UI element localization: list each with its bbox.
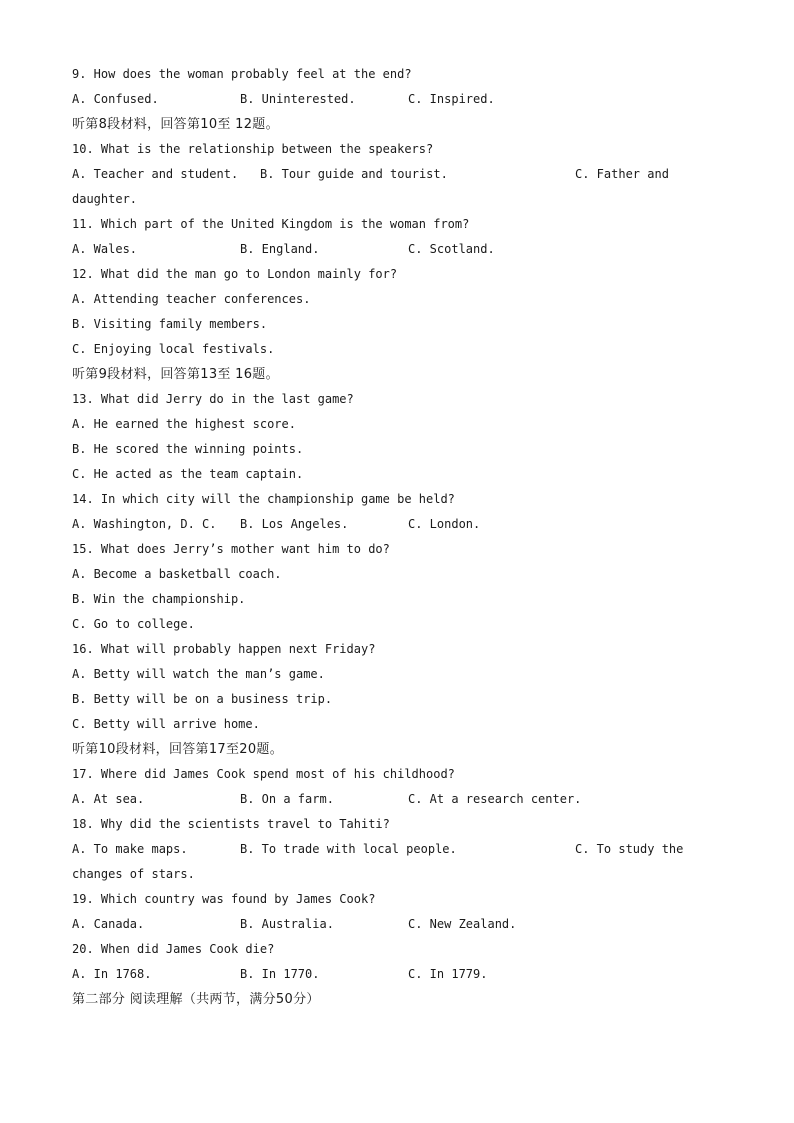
question-9: 9. How does the woman probably feel at the end? [72,67,412,81]
options-17 [72,789,722,814]
question-list [72,64,722,1014]
option-9b: B. Uninterested. [240,92,356,106]
option-10c: C. Father and [575,167,669,181]
option-10a: A. Teacher and student. [72,167,239,181]
option-14b: B. Los Angeles. [240,517,349,531]
part-two-heading: 第二部分 阅读理解（共两节，满分50分） [72,992,320,1007]
option-12c: C. Enjoying local festivals. [72,342,275,356]
option-9a: A. Confused. [72,92,159,106]
question-13: 13. What did Jerry do in the last game? [72,392,354,406]
option-19a: A. Canada. [72,917,145,931]
section-heading-8: 听第8段材料，回答第10至 12题。 [72,117,279,132]
option-13a: A. He earned the highest score. [72,417,296,431]
option-11b: B. England. [240,242,320,256]
option-18a: A. To make maps. [72,842,188,856]
option-17a: A. At sea. [72,792,145,806]
section-heading-10: 听第10段材料，回答第17至20题。 [72,742,284,757]
question-18: 18. Why did the scientists travel to Tahiti? [72,817,390,831]
option-13c: C. He acted as the team captain. [72,467,304,481]
option-15a: A. Become a basketball coach. [72,567,282,581]
option-15c: C. Go to college. [72,617,195,631]
option-20b: B. In 1770. [240,967,320,981]
option-19b: B. Australia. [240,917,334,931]
option-10c-continued: daughter. [72,192,138,206]
option-20a: A. In 1768. [72,967,152,981]
options-19 [72,914,722,939]
question-15: 15. What does Jerry’s mother want him to do? [72,542,390,556]
question-12: 12. What did the man go to London mainly for? [72,267,398,281]
option-18c-continued: changes of stars. [72,867,195,881]
section-heading-9: 听第9段材料，回答第13至 16题。 [72,367,279,382]
option-20c: C. In 1779. [408,967,488,981]
option-12b: B. Visiting family members. [72,317,268,331]
option-11c: C. Scotland. [408,242,495,256]
option-16c: C. Betty will arrive home. [72,717,260,731]
option-9c: C. Inspired. [408,92,495,106]
option-13b: B. He scored the winning points. [72,442,304,456]
option-15b: B. Win the championship. [72,592,246,606]
options-18 [72,839,722,864]
option-17c: C. At a research center. [408,792,582,806]
option-14c: C. London. [408,517,481,531]
options-10 [72,164,722,189]
question-19: 19. Which country was found by James Cook? [72,892,376,906]
option-16a: A. Betty will watch the man’s game. [72,667,325,681]
question-16: 16. What will probably happen next Friday? [72,642,376,656]
options-9 [72,89,722,114]
question-14: 14. In which city will the championship game be held? [72,492,455,506]
option-17b: B. On a farm. [240,792,334,806]
option-14a: A. Washington, D. C. [72,517,217,531]
question-10: 10. What is the relationship between the speakers? [72,142,434,156]
option-10b: B. Tour guide and tourist. [260,167,448,181]
options-20 [72,964,722,989]
question-11: 11. Which part of the United Kingdom is the woman from? [72,217,470,231]
question-17: 17. Where did James Cook spend most of his childhood? [72,767,455,781]
option-19c: C. New Zealand. [408,917,517,931]
options-14 [72,514,722,539]
option-16b: B. Betty will be on a business trip. [72,692,333,706]
option-18c: C. To study the [575,842,684,856]
question-20: 20. When did James Cook die? [72,942,275,956]
option-18b: B. To trade with local people. [240,842,457,856]
options-11 [72,239,722,264]
option-11a: A. Wales. [72,242,138,256]
option-12a: A. Attending teacher conferences. [72,292,311,306]
